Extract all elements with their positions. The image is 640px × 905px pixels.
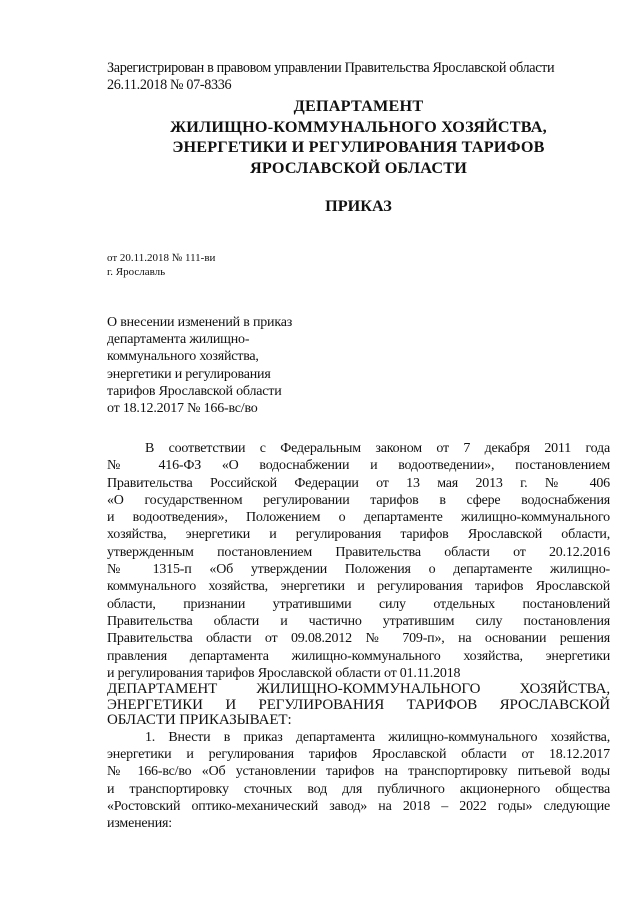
preamble-line: В соответствии с Федеральным законом от 7 декабря 2011 года [145, 441, 610, 456]
subject-line: тарифов Ярославской области [107, 383, 282, 399]
preamble-line: № 1315-п «Об утверждении Положения о департаменте жилищно- [107, 562, 610, 578]
subject-line: коммунального хозяйства, [107, 349, 259, 365]
document-city: г. Ярославль [107, 266, 166, 278]
order-line: ЭНЕРГЕТИКИ И РЕГУЛИРОВАНИЯ ТАРИФОВ ЯРОСЛАВСКОЙ [107, 696, 610, 713]
registration-line-1: Зарегистрирован в правовом управлении Правительства Ярославской области [107, 60, 555, 76]
order-line: ОБЛАСТИ ПРИКАЗЫВАЕТ: [107, 712, 292, 729]
preamble-line: хозяйства, энергетики и регулирования тарифов Ярославской области, [107, 527, 610, 543]
item-1-line: 1. Внести в приказ департамента жилищно-коммунального хозяйства, [145, 729, 610, 745]
document-body [107, 440, 610, 832]
subject-line: энергетики и регулирования [107, 366, 271, 382]
item-1-line: энергетики и регулирования тарифов Ярославской области от 18.12.2017 [107, 746, 610, 762]
preamble-line: утвержденным постановлением Правительства области от 20.12.2016 [107, 544, 610, 560]
preamble-line: и водоотведения», Положением о департаменте жилищно-коммунального [107, 510, 610, 526]
department-header [96, 96, 621, 178]
order-line: ДЕПАРТАМЕНТ ЖИЛИЩНО-КОММУНАЛЬНОГО ХОЗЯЙСТВА, [107, 681, 610, 698]
item-1-line: и транспортировку сточных вод для публичного акционерного общества [107, 781, 610, 797]
order-statement [107, 682, 610, 729]
department-line-2: ЖИЛИЩНО-КОММУНАЛЬНОГО ХОЗЯЙСТВА, [170, 117, 547, 136]
preamble-line: и регулирования тарифов Ярославской области от 01.11.2018 [107, 665, 461, 681]
subject-line: от 18.12.2017 № 166-вс/во [107, 401, 258, 417]
preamble-line: правления департамента жилищно-коммунального хозяйства, энергетики [107, 648, 610, 664]
registration-stamp [107, 60, 607, 94]
subject-line: О внесении изменений в приказ [107, 315, 293, 330]
document-type-title: ПРИКАЗ [325, 197, 392, 215]
preamble-line: Правительства Российской Федерации от 13 мая 2013 г. № 406 [107, 475, 610, 491]
preamble-line: «О государственном регулировании тарифов в сфере водоснабжения [107, 492, 610, 508]
subject-line: департамента жилищно- [107, 332, 250, 348]
department-line-1: ДЕПАРТАМЕНТ [293, 97, 424, 115]
department-line-4: ЯРОСЛАВСКОЙ ОБЛАСТИ [249, 158, 468, 177]
item-1-line: изменения: [107, 816, 172, 832]
preamble-line: области, признании утратившими силу отдельных постановлений [107, 596, 610, 612]
preamble-line: № 416-ФЗ «О водоснабжении и водоотведении», постановлением [107, 458, 610, 474]
preamble-line: Правительства области от 09.08.2012 № 709-п», на основании решения [107, 631, 610, 647]
document-subject [107, 314, 337, 417]
registration-line-2: 26.11.2018 № 07-8336 [107, 77, 232, 93]
preamble-line: коммунального хозяйства, энергетики и регулирования тарифов Ярославской [107, 579, 610, 595]
item-1-line: «Ростовский оптико-механический завод» на 2018 – 2022 годы» следующие [107, 798, 610, 814]
document-date-number: от 20.11.2018 № 111-ви [107, 252, 216, 264]
department-line-3: ЭНЕРГЕТИКИ И РЕГУЛИРОВАНИЯ ТАРИФОВ [172, 138, 545, 156]
preamble-line: Правительства области и частично утратившим силу постановления [107, 613, 610, 629]
document-meta [107, 251, 215, 279]
item-1-line: № 166-вс/во «Об установлении тарифов на транспортировку питьевой воды [107, 764, 610, 780]
